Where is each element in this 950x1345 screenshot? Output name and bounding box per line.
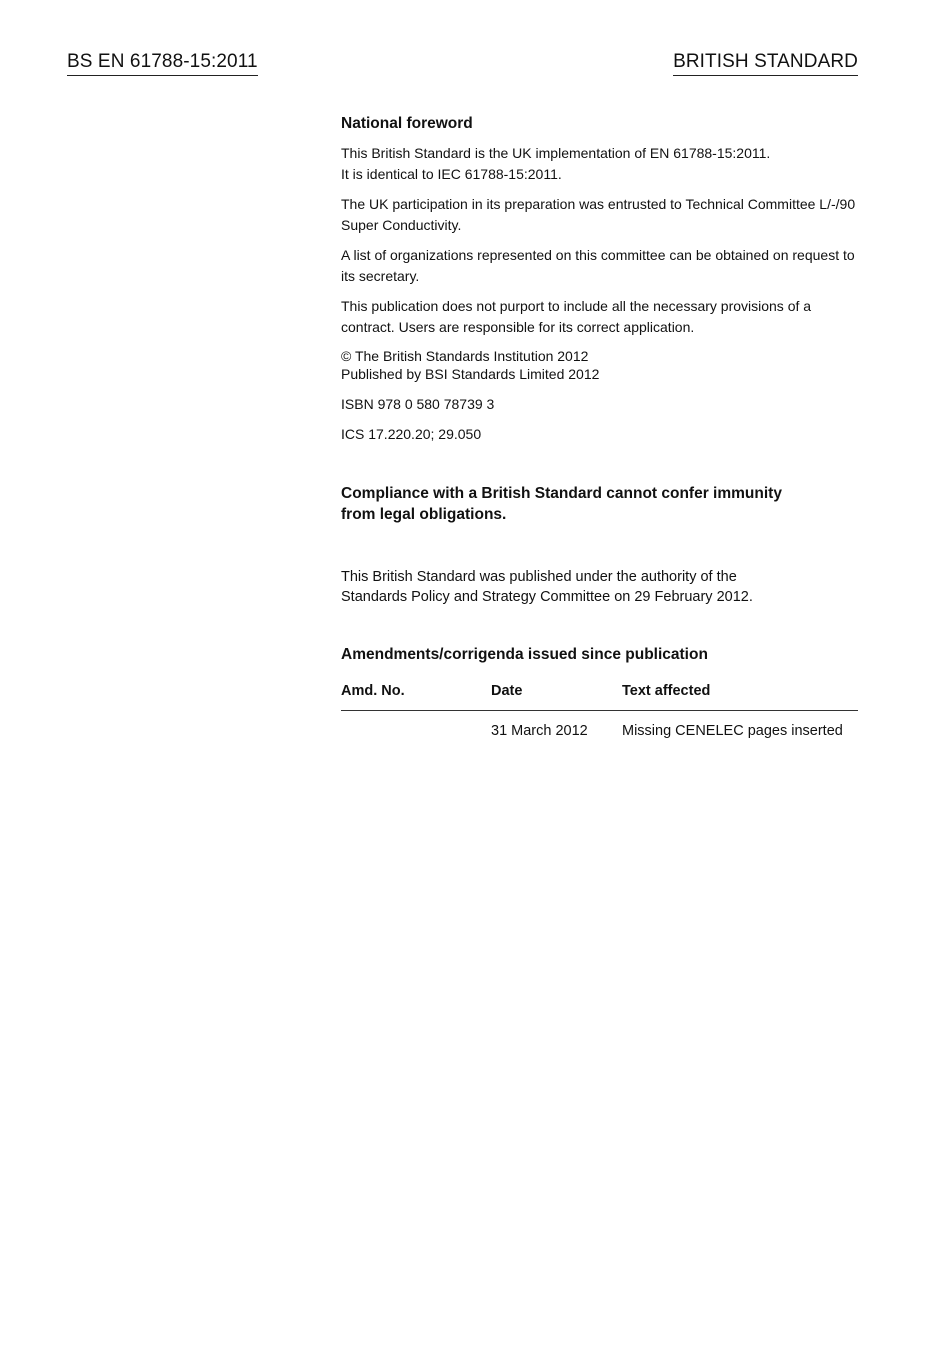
copyright-line-1: © The British Standards Institution 2012 — [341, 348, 589, 364]
compliance-line-1: Compliance with a British Standard cannot confer immunity — [341, 485, 782, 502]
amendments-header-row — [341, 677, 858, 711]
foreword-title: National foreword — [341, 115, 473, 132]
foreword-paragraph-committee: The UK participation in its preparation was entrusted to Technical Committee L/-/90 Super Conductivity. — [341, 196, 856, 233]
implementation-line-1: This British Standard is the UK implementation of EN 61788-15:2011. — [341, 145, 771, 161]
authority-line-1: This British Standard was published under the authority of the — [341, 569, 737, 585]
authority-statement — [341, 567, 858, 607]
implementation-line-2: It is identical to IEC 61788-15:2011. — [341, 166, 562, 182]
ics-code: ICS 17.220.20; 29.050 — [341, 426, 482, 442]
copyright-line-2: Published by BSI Standards Limited 2012 — [341, 366, 600, 382]
column-header-date: Date — [491, 677, 622, 711]
date-cell: 31 March 2012 — [491, 723, 588, 739]
document-id-header: BS EN 61788-15:2011 — [67, 50, 258, 76]
column-header-text-affected: Text affected — [622, 677, 858, 711]
amendments-title: Amendments/corrigenda issued since publication — [341, 646, 708, 663]
copyright-notice — [341, 347, 858, 383]
foreword-paragraph-implementation — [341, 143, 858, 185]
authority-line-2: Standards Policy and Strategy Committee on 29 February 2012. — [341, 589, 753, 605]
foreword-paragraph-provisions: This publication does not purport to include all the necessary provisions of a contract. Users are responsible for its correct application. — [341, 298, 812, 335]
national-foreword-section — [341, 114, 858, 742]
amendments-table — [341, 677, 858, 742]
foreword-paragraph-organizations: A list of organizations represented on this committee can be obtained on request to its secretary. — [341, 247, 855, 284]
compliance-statement — [341, 483, 858, 525]
compliance-line-2: from legal obligations. — [341, 506, 507, 523]
amd-no-cell — [341, 711, 491, 743]
table-row — [341, 711, 858, 743]
document-type-header: BRITISH STANDARD — [673, 50, 858, 76]
text-affected-cell: Missing CENELEC pages inserted — [622, 723, 843, 739]
column-header-amd-no: Amd. No. — [341, 677, 491, 711]
isbn: ISBN 978 0 580 78739 3 — [341, 396, 495, 412]
